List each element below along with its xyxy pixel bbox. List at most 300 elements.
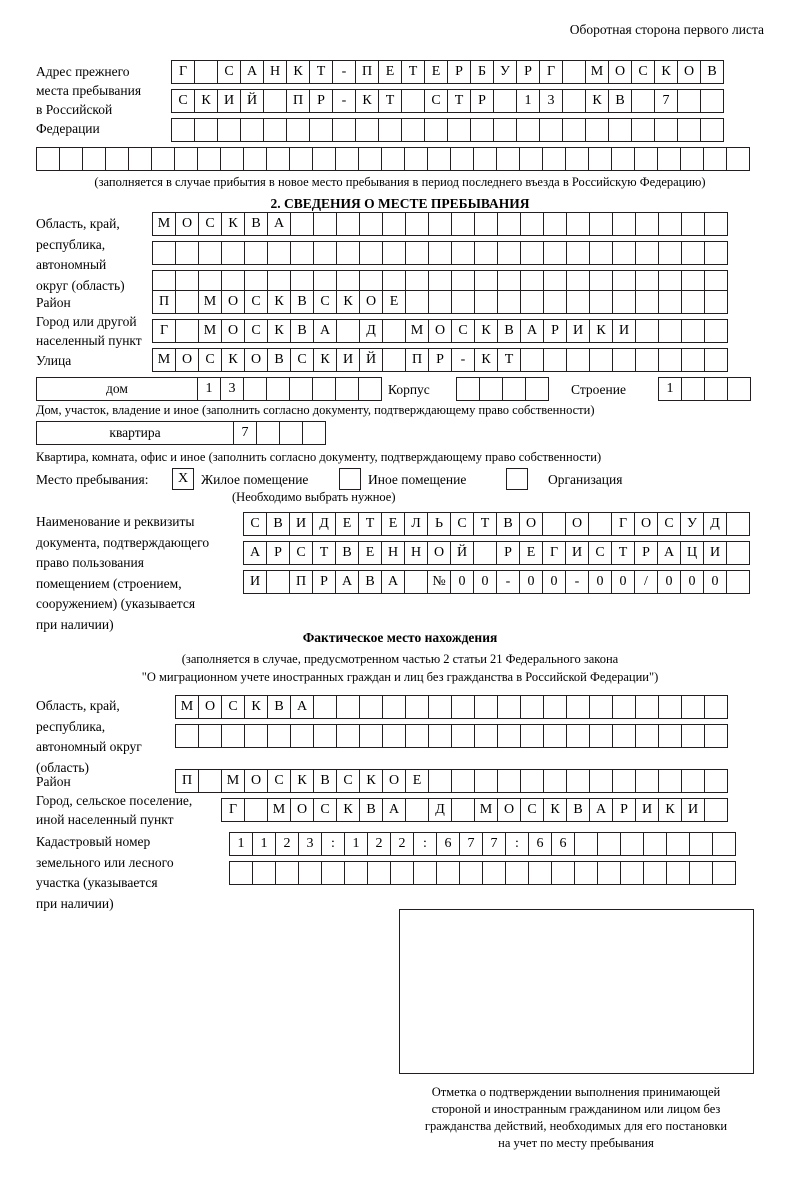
char-cell[interactable]: О: [244, 769, 268, 793]
char-cell[interactable]: [36, 147, 60, 171]
char-cell[interactable]: Й: [450, 541, 474, 565]
char-cell[interactable]: Т: [611, 541, 635, 565]
char-cell[interactable]: [528, 861, 552, 885]
char-cell[interactable]: -: [332, 60, 356, 84]
char-cell[interactable]: О: [428, 319, 452, 343]
char-cell[interactable]: О: [198, 695, 222, 719]
char-cell[interactable]: Р: [447, 60, 471, 84]
char-cell[interactable]: [520, 769, 544, 793]
char-cell[interactable]: К: [336, 798, 360, 822]
char-cell[interactable]: [497, 695, 521, 719]
char-cell[interactable]: [474, 695, 498, 719]
char-cell[interactable]: [612, 241, 636, 265]
char-cell[interactable]: К: [221, 212, 245, 236]
char-cell[interactable]: С: [451, 319, 475, 343]
district-row[interactable]: [152, 290, 727, 314]
char-cell[interactable]: Т: [312, 541, 336, 565]
char-cell[interactable]: [428, 769, 452, 793]
char-cell[interactable]: Н: [381, 541, 405, 565]
char-cell[interactable]: [712, 861, 736, 885]
char-cell[interactable]: К: [244, 695, 268, 719]
house-cells[interactable]: [197, 377, 381, 401]
char-cell[interactable]: С: [198, 348, 222, 372]
char-cell[interactable]: [588, 512, 612, 536]
char-cell[interactable]: -: [332, 89, 356, 113]
region-row-2[interactable]: [152, 241, 727, 265]
char-cell[interactable]: В: [290, 319, 314, 343]
char-cell[interactable]: [279, 421, 303, 445]
char-cell[interactable]: [275, 861, 299, 885]
region-row-1[interactable]: [152, 212, 727, 236]
char-cell[interactable]: 7: [233, 421, 257, 445]
char-cell[interactable]: К: [359, 769, 383, 793]
char-cell[interactable]: [497, 241, 521, 265]
char-cell[interactable]: [704, 319, 728, 343]
char-cell[interactable]: [726, 147, 750, 171]
char-cell[interactable]: О: [244, 348, 268, 372]
char-cell[interactable]: [267, 724, 291, 748]
char-cell[interactable]: [197, 147, 221, 171]
char-cell[interactable]: [382, 348, 406, 372]
char-cell[interactable]: [473, 147, 497, 171]
char-cell[interactable]: /: [634, 570, 658, 594]
char-cell[interactable]: В: [496, 512, 520, 536]
char-cell[interactable]: [198, 724, 222, 748]
char-cell[interactable]: П: [405, 348, 429, 372]
char-cell[interactable]: [562, 118, 586, 142]
char-cell[interactable]: [497, 769, 521, 793]
char-cell[interactable]: У: [680, 512, 704, 536]
char-cell[interactable]: [543, 695, 567, 719]
char-cell[interactable]: [565, 147, 589, 171]
char-cell[interactable]: [358, 147, 382, 171]
char-cell[interactable]: [704, 348, 728, 372]
char-cell[interactable]: [543, 212, 567, 236]
char-cell[interactable]: [290, 212, 314, 236]
city-row[interactable]: [152, 319, 727, 343]
char-cell[interactable]: [256, 421, 280, 445]
char-cell[interactable]: [658, 319, 682, 343]
char-cell[interactable]: С: [244, 319, 268, 343]
char-cell[interactable]: Ь: [427, 512, 451, 536]
char-cell[interactable]: [198, 769, 222, 793]
char-cell[interactable]: П: [286, 89, 310, 113]
char-cell[interactable]: П: [152, 290, 176, 314]
char-cell[interactable]: [542, 147, 566, 171]
actual-region-row-1[interactable]: [175, 695, 727, 719]
char-cell[interactable]: [290, 724, 314, 748]
char-cell[interactable]: В: [313, 769, 337, 793]
char-cell[interactable]: [482, 861, 506, 885]
char-cell[interactable]: [589, 724, 613, 748]
char-cell[interactable]: [680, 147, 704, 171]
char-cell[interactable]: Е: [381, 512, 405, 536]
prev-address-row-4-full[interactable]: [36, 147, 749, 171]
char-cell[interactable]: [666, 861, 690, 885]
char-cell[interactable]: [474, 241, 498, 265]
char-cell[interactable]: 0: [473, 570, 497, 594]
char-cell[interactable]: [244, 724, 268, 748]
char-cell[interactable]: Р: [496, 541, 520, 565]
char-cell[interactable]: Т: [497, 348, 521, 372]
char-cell[interactable]: К: [194, 89, 218, 113]
char-cell[interactable]: О: [221, 319, 245, 343]
char-cell[interactable]: [585, 118, 609, 142]
char-cell[interactable]: [612, 348, 636, 372]
char-cell[interactable]: [217, 118, 241, 142]
char-cell[interactable]: И: [243, 570, 267, 594]
char-cell[interactable]: К: [267, 319, 291, 343]
char-cell[interactable]: [612, 695, 636, 719]
char-cell[interactable]: [727, 377, 751, 401]
char-cell[interactable]: [401, 118, 425, 142]
char-cell[interactable]: [726, 570, 750, 594]
char-cell[interactable]: К: [355, 89, 379, 113]
char-cell[interactable]: 7: [654, 89, 678, 113]
char-cell[interactable]: [309, 118, 333, 142]
char-cell[interactable]: [589, 241, 613, 265]
char-cell[interactable]: [290, 241, 314, 265]
char-cell[interactable]: [128, 147, 152, 171]
char-cell[interactable]: [620, 861, 644, 885]
char-cell[interactable]: :: [505, 832, 529, 856]
char-cell[interactable]: [105, 147, 129, 171]
char-cell[interactable]: [543, 348, 567, 372]
char-cell[interactable]: [82, 147, 106, 171]
char-cell[interactable]: [221, 724, 245, 748]
char-cell[interactable]: С: [171, 89, 195, 113]
char-cell[interactable]: И: [703, 541, 727, 565]
char-cell[interactable]: [405, 241, 429, 265]
char-cell[interactable]: [289, 147, 313, 171]
char-cell[interactable]: В: [244, 212, 268, 236]
char-cell[interactable]: И: [612, 319, 636, 343]
char-cell[interactable]: [332, 118, 356, 142]
char-cell[interactable]: Т: [309, 60, 333, 84]
char-cell[interactable]: Г: [611, 512, 635, 536]
char-cell[interactable]: [677, 118, 701, 142]
char-cell[interactable]: [171, 118, 195, 142]
char-cell[interactable]: М: [175, 695, 199, 719]
char-cell[interactable]: [405, 695, 429, 719]
char-cell[interactable]: [566, 241, 590, 265]
char-cell[interactable]: М: [198, 290, 222, 314]
char-cell[interactable]: [451, 769, 475, 793]
char-cell[interactable]: [198, 241, 222, 265]
char-cell[interactable]: В: [266, 512, 290, 536]
char-cell[interactable]: С: [289, 541, 313, 565]
char-cell[interactable]: [405, 724, 429, 748]
char-cell[interactable]: [263, 118, 287, 142]
char-cell[interactable]: 0: [611, 570, 635, 594]
char-cell[interactable]: К: [336, 290, 360, 314]
char-cell[interactable]: [635, 241, 659, 265]
char-cell[interactable]: [175, 724, 199, 748]
char-cell[interactable]: [566, 290, 590, 314]
char-cell[interactable]: [666, 832, 690, 856]
char-cell[interactable]: [428, 290, 452, 314]
char-cell[interactable]: [612, 212, 636, 236]
char-cell[interactable]: [381, 147, 405, 171]
char-cell[interactable]: Ц: [680, 541, 704, 565]
char-cell[interactable]: [436, 861, 460, 885]
checkbox-organization[interactable]: [506, 468, 528, 490]
char-cell[interactable]: Т: [378, 89, 402, 113]
char-cell[interactable]: [405, 212, 429, 236]
char-cell[interactable]: А: [240, 60, 264, 84]
char-cell[interactable]: М: [585, 60, 609, 84]
char-cell[interactable]: [404, 570, 428, 594]
char-cell[interactable]: [658, 348, 682, 372]
char-cell[interactable]: №: [427, 570, 451, 594]
char-cell[interactable]: [456, 377, 480, 401]
char-cell[interactable]: 1: [252, 832, 276, 856]
char-cell[interactable]: С: [198, 212, 222, 236]
char-cell[interactable]: [336, 241, 360, 265]
char-cell[interactable]: [704, 724, 728, 748]
char-cell[interactable]: [244, 241, 268, 265]
char-cell[interactable]: [428, 695, 452, 719]
char-cell[interactable]: 0: [542, 570, 566, 594]
char-cell[interactable]: [611, 147, 635, 171]
char-cell[interactable]: [700, 89, 724, 113]
char-cell[interactable]: Г: [152, 319, 176, 343]
char-cell[interactable]: Е: [335, 512, 359, 536]
char-cell[interactable]: К: [474, 348, 498, 372]
char-cell[interactable]: [589, 769, 613, 793]
char-cell[interactable]: [704, 695, 728, 719]
char-cell[interactable]: Д: [703, 512, 727, 536]
char-cell[interactable]: С: [588, 541, 612, 565]
char-cell[interactable]: [704, 212, 728, 236]
char-cell[interactable]: Г: [221, 798, 245, 822]
char-cell[interactable]: М: [198, 319, 222, 343]
char-cell[interactable]: [266, 377, 290, 401]
char-cell[interactable]: [336, 212, 360, 236]
char-cell[interactable]: [519, 147, 543, 171]
char-cell[interactable]: [543, 724, 567, 748]
char-cell[interactable]: [493, 89, 517, 113]
char-cell[interactable]: [451, 724, 475, 748]
actual-region-row-2[interactable]: [175, 724, 727, 748]
char-cell[interactable]: [635, 695, 659, 719]
char-cell[interactable]: 7: [459, 832, 483, 856]
char-cell[interactable]: А: [520, 319, 544, 343]
char-cell[interactable]: [566, 695, 590, 719]
doc-row-2[interactable]: [243, 541, 749, 565]
char-cell[interactable]: О: [382, 769, 406, 793]
char-cell[interactable]: В: [497, 319, 521, 343]
char-cell[interactable]: М: [474, 798, 498, 822]
char-cell[interactable]: [59, 147, 83, 171]
char-cell[interactable]: Г: [542, 541, 566, 565]
char-cell[interactable]: [335, 147, 359, 171]
char-cell[interactable]: [404, 147, 428, 171]
char-cell[interactable]: В: [335, 541, 359, 565]
char-cell[interactable]: [175, 241, 199, 265]
char-cell[interactable]: [390, 861, 414, 885]
char-cell[interactable]: [597, 861, 621, 885]
char-cell[interactable]: [175, 290, 199, 314]
stroenie-cells[interactable]: [658, 377, 750, 401]
char-cell[interactable]: Е: [378, 60, 402, 84]
char-cell[interactable]: Р: [543, 319, 567, 343]
char-cell[interactable]: [474, 290, 498, 314]
char-cell[interactable]: [493, 118, 517, 142]
char-cell[interactable]: [451, 212, 475, 236]
char-cell[interactable]: О: [608, 60, 632, 84]
char-cell[interactable]: [336, 319, 360, 343]
char-cell[interactable]: [263, 89, 287, 113]
char-cell[interactable]: К: [267, 290, 291, 314]
char-cell[interactable]: [497, 212, 521, 236]
char-cell[interactable]: О: [221, 290, 245, 314]
char-cell[interactable]: [266, 570, 290, 594]
char-cell[interactable]: В: [608, 89, 632, 113]
char-cell[interactable]: [289, 377, 313, 401]
char-cell[interactable]: [451, 290, 475, 314]
char-cell[interactable]: [229, 861, 253, 885]
char-cell[interactable]: [520, 695, 544, 719]
char-cell[interactable]: К: [474, 319, 498, 343]
char-cell[interactable]: С: [657, 512, 681, 536]
char-cell[interactable]: [566, 769, 590, 793]
char-cell[interactable]: [428, 212, 452, 236]
char-cell[interactable]: [681, 290, 705, 314]
char-cell[interactable]: [566, 348, 590, 372]
char-cell[interactable]: [516, 118, 540, 142]
char-cell[interactable]: А: [381, 570, 405, 594]
char-cell[interactable]: [635, 212, 659, 236]
char-cell[interactable]: А: [382, 798, 406, 822]
char-cell[interactable]: [502, 377, 526, 401]
stamp-box[interactable]: [399, 909, 754, 1074]
char-cell[interactable]: [539, 118, 563, 142]
char-cell[interactable]: [635, 724, 659, 748]
char-cell[interactable]: [588, 147, 612, 171]
char-cell[interactable]: Р: [309, 89, 333, 113]
char-cell[interactable]: [520, 290, 544, 314]
char-cell[interactable]: [174, 147, 198, 171]
char-cell[interactable]: А: [243, 541, 267, 565]
char-cell[interactable]: [704, 241, 728, 265]
char-cell[interactable]: [635, 290, 659, 314]
char-cell[interactable]: П: [175, 769, 199, 793]
char-cell[interactable]: [413, 861, 437, 885]
char-cell[interactable]: 1: [658, 377, 682, 401]
char-cell[interactable]: [658, 769, 682, 793]
char-cell[interactable]: [302, 421, 326, 445]
char-cell[interactable]: [313, 212, 337, 236]
char-cell[interactable]: П: [289, 570, 313, 594]
char-cell[interactable]: [620, 832, 644, 856]
checkbox-other-premises[interactable]: [339, 468, 361, 490]
char-cell[interactable]: В: [267, 695, 291, 719]
char-cell[interactable]: К: [286, 60, 310, 84]
char-cell[interactable]: [704, 769, 728, 793]
char-cell[interactable]: [382, 724, 406, 748]
char-cell[interactable]: [359, 724, 383, 748]
char-cell[interactable]: [266, 147, 290, 171]
char-cell[interactable]: [635, 319, 659, 343]
prev-address-row-1[interactable]: [171, 60, 723, 84]
char-cell[interactable]: [704, 290, 728, 314]
char-cell[interactable]: [612, 769, 636, 793]
char-cell[interactable]: С: [450, 512, 474, 536]
street-row[interactable]: [152, 348, 727, 372]
char-cell[interactable]: Е: [424, 60, 448, 84]
char-cell[interactable]: С: [221, 695, 245, 719]
char-cell[interactable]: 0: [588, 570, 612, 594]
char-cell[interactable]: [252, 861, 276, 885]
doc-row-1[interactable]: [243, 512, 749, 536]
char-cell[interactable]: Г: [539, 60, 563, 84]
char-cell[interactable]: В: [267, 348, 291, 372]
char-cell[interactable]: [643, 832, 667, 856]
char-cell[interactable]: А: [290, 695, 314, 719]
char-cell[interactable]: [525, 377, 549, 401]
char-cell[interactable]: [382, 319, 406, 343]
char-cell[interactable]: [543, 769, 567, 793]
char-cell[interactable]: [551, 861, 575, 885]
char-cell[interactable]: Д: [359, 319, 383, 343]
char-cell[interactable]: [612, 724, 636, 748]
char-cell[interactable]: [703, 147, 727, 171]
actual-district-row[interactable]: [175, 769, 727, 793]
char-cell[interactable]: [497, 290, 521, 314]
char-cell[interactable]: [382, 241, 406, 265]
char-cell[interactable]: [543, 241, 567, 265]
char-cell[interactable]: [405, 290, 429, 314]
char-cell[interactable]: 1: [516, 89, 540, 113]
char-cell[interactable]: [589, 695, 613, 719]
char-cell[interactable]: -: [496, 570, 520, 594]
char-cell[interactable]: [689, 861, 713, 885]
char-cell[interactable]: [689, 832, 713, 856]
char-cell[interactable]: О: [359, 290, 383, 314]
char-cell[interactable]: С: [336, 769, 360, 793]
char-cell[interactable]: [543, 290, 567, 314]
char-cell[interactable]: 7: [482, 832, 506, 856]
char-cell[interactable]: [401, 89, 425, 113]
char-cell[interactable]: [643, 861, 667, 885]
char-cell[interactable]: [336, 724, 360, 748]
char-cell[interactable]: [428, 241, 452, 265]
char-cell[interactable]: [681, 695, 705, 719]
cadastral-row-1[interactable]: [229, 832, 735, 856]
char-cell[interactable]: С: [244, 290, 268, 314]
char-cell[interactable]: С: [267, 769, 291, 793]
char-cell[interactable]: А: [267, 212, 291, 236]
char-cell[interactable]: [681, 377, 705, 401]
char-cell[interactable]: [221, 241, 245, 265]
char-cell[interactable]: [459, 861, 483, 885]
char-cell[interactable]: С: [631, 60, 655, 84]
char-cell[interactable]: И: [336, 348, 360, 372]
char-cell[interactable]: О: [634, 512, 658, 536]
char-cell[interactable]: [726, 541, 750, 565]
char-cell[interactable]: [608, 118, 632, 142]
char-cell[interactable]: И: [566, 319, 590, 343]
char-cell[interactable]: [635, 769, 659, 793]
char-cell[interactable]: 0: [703, 570, 727, 594]
char-cell[interactable]: К: [585, 89, 609, 113]
char-cell[interactable]: [474, 724, 498, 748]
char-cell[interactable]: [677, 89, 701, 113]
char-cell[interactable]: О: [565, 512, 589, 536]
char-cell[interactable]: В: [359, 798, 383, 822]
char-cell[interactable]: [344, 861, 368, 885]
